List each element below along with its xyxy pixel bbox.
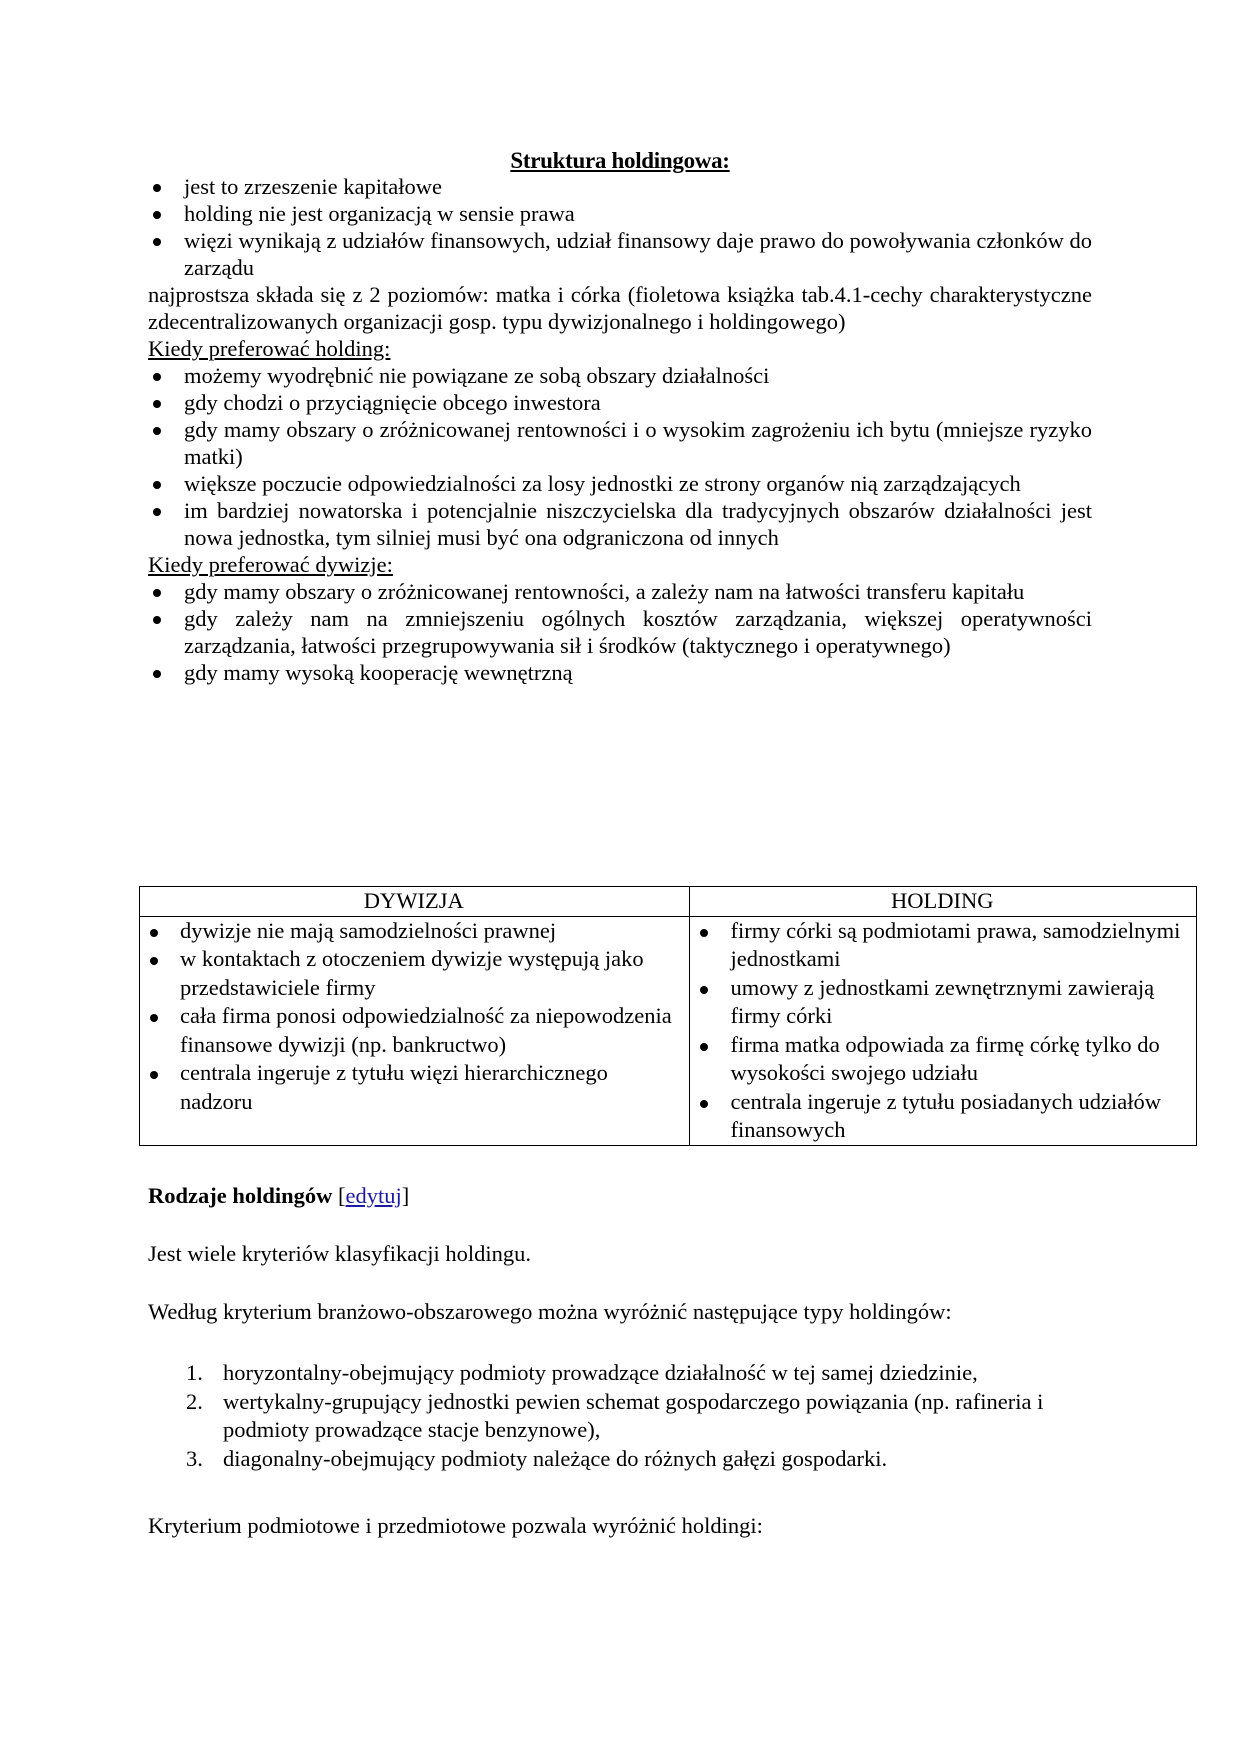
subject-criterion-paragraph: Kryterium podmiotowe i przedmiotowe pozwala wyróżnić holdingi: <box>148 1513 763 1538</box>
holding-list <box>694 917 1190 1145</box>
intro-bullet-list <box>148 173 1092 281</box>
list-item <box>168 1359 1048 1388</box>
division-preference-heading: Kiedy preferować dywizje: <box>148 552 393 577</box>
list-item: centrala ingeruje z tytułu więzi hierarchicznego nadzoru <box>144 1059 683 1116</box>
list-item <box>168 1388 1048 1445</box>
list-item-text: wertykalny-grupujący jednostki pewien schemat gospodarczego powiązania (np. rafineria i podmioty prowadzące stacje benzynowe), <box>223 1388 1044 1442</box>
list-item <box>168 1445 1048 1474</box>
list-item: holding nie jest organizacją w sensie prawa <box>148 200 1092 227</box>
document-title: Struktura holdingowa: <box>510 148 730 173</box>
holding-preference-heading: Kiedy preferować holding: <box>148 336 391 361</box>
branch-criterion-paragraph: Według kryterium branżowo-obszarowego można wyróżnić następujące typy holdingów: <box>148 1299 952 1324</box>
list-item: firmy córki są podmiotami prawa, samodzielnymi jednostkami <box>694 917 1190 974</box>
list-number: 3. <box>186 1445 203 1471</box>
list-item: większe poczucie odpowiedzialności za losy jednostki ze strony organów nią zarządzających <box>148 470 1092 497</box>
column-header-holding: HOLDING <box>690 887 1197 917</box>
division-bullet-list <box>148 578 1092 686</box>
dywizja-list <box>144 917 683 1117</box>
classification-intro: Jest wiele kryteriów klasyfikacji holdingu. <box>148 1241 532 1266</box>
list-item: więzi wynikają z udziałów finansowych, udział finansowy daje prawo do powoływania członków do zarządu <box>148 227 1092 281</box>
list-item: w kontaktach z otoczeniem dywizje występują jako przedstawiciele firmy <box>144 945 683 1002</box>
list-item: gdy mamy obszary o zróżnicowanej rentowności, a zależy nam na łatwości transferu kapitału <box>148 578 1092 605</box>
comparison-table <box>139 886 1197 1146</box>
list-item: gdy zależy nam na zmniejszeniu ogólnych kosztów zarządzania, większej operatywności zarządzania, łatwości przegrupowywania sił i środków (taktycznego i operatywnego) <box>148 605 1092 659</box>
bracket-open: [ <box>338 1183 346 1208</box>
section-heading-text: Rodzaje holdingów <box>148 1183 333 1208</box>
list-item: gdy mamy wysoką kooperację wewnętrzną <box>148 659 1092 686</box>
list-item: im bardziej nowatorska i potencjalnie niszczycielska dla tradycyjnych obszarów działalności jest nowa jednostka, tym silniej musi być ona odgraniczona od innych <box>148 497 1092 551</box>
table-header-row <box>140 887 1197 917</box>
section-heading <box>148 1183 409 1209</box>
list-item: centrala ingeruje z tytułu posiadanych udziałów finansowych <box>694 1088 1190 1145</box>
list-number: 2. <box>186 1388 203 1414</box>
edit-link[interactable]: edytuj <box>345 1183 402 1208</box>
bracket-close: ] <box>401 1183 410 1208</box>
list-item-text: diagonalny-obejmujący podmioty należące do różnych gałęzi gospodarki. <box>223 1445 888 1471</box>
list-item-text: horyzontalny-obejmujący podmioty prowadzące działalność w tej samej dziedzinie, <box>223 1360 978 1385</box>
column-header-dywizja: DYWIZJA <box>140 887 690 917</box>
list-item: umowy z jednostkami zewnętrznymi zawierają firmy córki <box>694 974 1190 1031</box>
intro-section <box>148 173 1092 686</box>
list-item: jest to zrzeszenie kapitałowe <box>148 173 1092 200</box>
holding-bullet-list <box>148 362 1092 551</box>
list-item: gdy chodzi o przyciągnięcie obcego inwestora <box>148 389 1092 416</box>
list-item: firma matka odpowiada za firmę córkę tylko do wysokości swojego udziału <box>694 1031 1190 1088</box>
list-item: cała firma ponosi odpowiedzialność za niepowodzenia finansowe dywizji (np. bankructwo) <box>144 1002 683 1059</box>
list-item: dywizje nie mają samodzielności prawnej <box>144 917 683 946</box>
list-item: możemy wyodrębnić nie powiązane ze sobą obszary działalności <box>148 362 1092 389</box>
holding-cell <box>690 916 1197 1145</box>
list-number: 1. <box>186 1360 203 1385</box>
intro-paragraph: najprostsza składa się z 2 poziomów: matka i córka (fioletowa książka tab.4.1-cechy charakterystyczne zdecentralizowanych organizacji gosp. typu dywizjonalnego i holdingowego) <box>148 282 1092 334</box>
holding-types-list <box>168 1359 1048 1473</box>
list-item: gdy mamy obszary o zróżnicowanej rentowności i o wysokim zagrożeniu ich bytu (mniejsze ryzyko matki) <box>148 416 1092 470</box>
table-row <box>140 916 1197 1145</box>
dywizja-cell <box>140 916 690 1145</box>
